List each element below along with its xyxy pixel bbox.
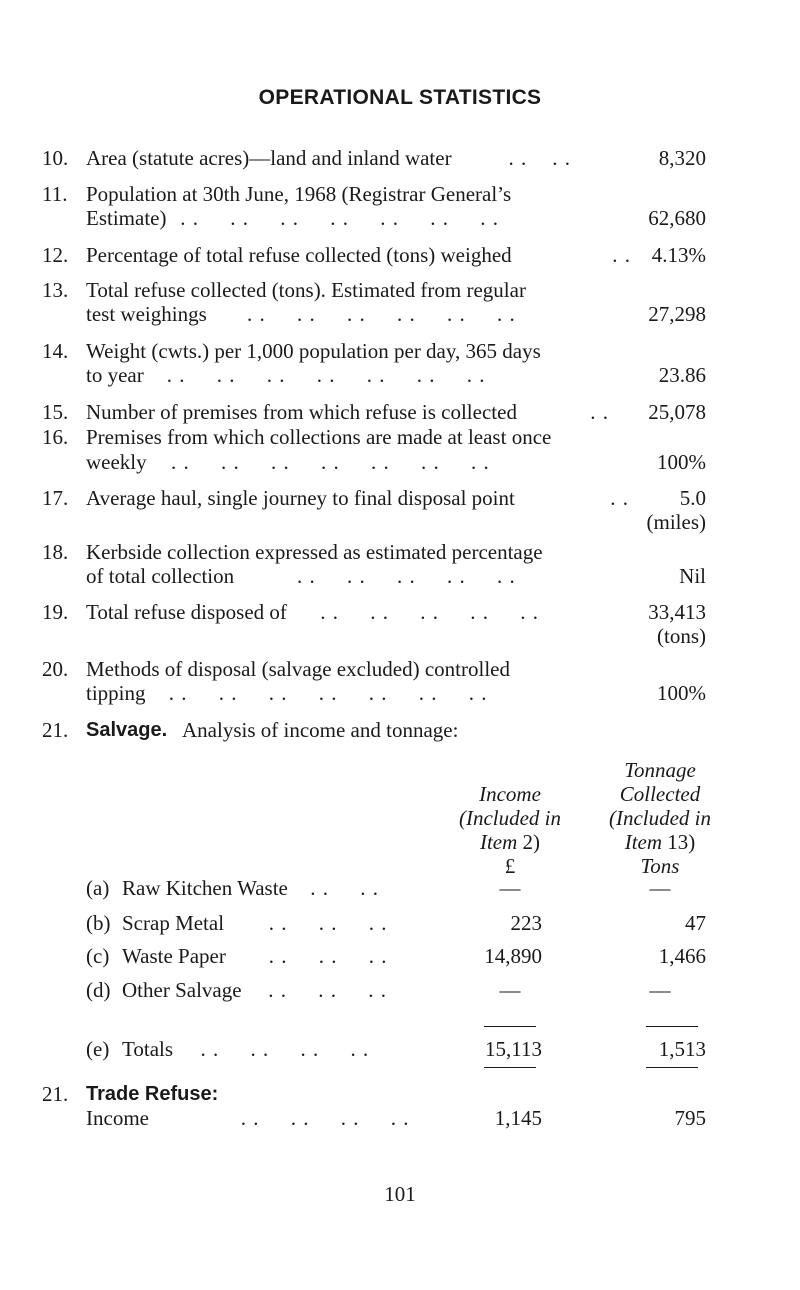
trade-heading: Trade Refuse:: [86, 1083, 219, 1105]
page-title: OPERATIONAL STATISTICS: [258, 86, 542, 109]
item-text: tipping: [86, 681, 146, 705]
item-text: Kerbside collection expressed as estimated percentage: [86, 540, 543, 564]
item-value: 5.0: [679, 486, 706, 510]
item-leader: . . . . . . . . . . . .: [222, 302, 516, 326]
item-number: 16.: [42, 425, 69, 449]
item-number: 13.: [42, 278, 69, 302]
item-number: 18.: [42, 540, 69, 564]
item-text: Population at 30th June, 1968 (Registrar General’s: [86, 182, 512, 206]
item-value: 62,680: [648, 206, 706, 230]
item-number: 10.: [42, 146, 69, 170]
col-income-header: Income (Included in Item 2) £: [458, 782, 562, 878]
item-unit: (miles): [646, 510, 706, 534]
item-leader: . . . . . . . . . . . . . .: [150, 681, 488, 705]
item-leader: . .: [584, 400, 609, 424]
item-leader: . . . . . . . . . . . . . .: [146, 450, 490, 474]
item-number: 12.: [42, 243, 69, 267]
item-leader: . . . . . . . . . . . . . .: [174, 206, 499, 230]
item-leader: . .: [606, 243, 631, 267]
divider: [646, 1026, 698, 1027]
item-value: 100%: [657, 450, 706, 474]
item-leader: . . . . . . . . . .: [272, 564, 516, 588]
item-text: weekly: [86, 450, 147, 474]
item-text: to year: [86, 363, 144, 387]
item-value: 100%: [657, 681, 706, 705]
item-value: 33,413: [648, 600, 706, 624]
page-number: 101: [384, 1182, 416, 1206]
item-text: Premises from which collections are made at least once: [86, 425, 552, 449]
item-text: Area (statute acres)—land and inland water: [86, 146, 452, 170]
item-leader: . . . . . . . . . . . . . .: [148, 363, 486, 387]
item-leader: . . . .: [496, 146, 571, 170]
item-text: Weight (cwts.) per 1,000 population per day, 365 days: [86, 339, 541, 363]
item-number: 20.: [42, 657, 69, 681]
divider: [484, 1026, 536, 1027]
item-number: 17.: [42, 486, 69, 510]
item-text: Methods of disposal (salvage excluded) controlled: [86, 657, 510, 681]
item-number: 14.: [42, 339, 69, 363]
item-value: 8,320: [658, 146, 706, 170]
divider: [484, 1067, 536, 1068]
item-number: 21.: [42, 1082, 69, 1106]
item-text: Number of premises from which refuse is collected: [86, 400, 517, 424]
item-text: Percentage of total refuse collected (tons) weighed: [86, 243, 512, 267]
item-number: 21.: [42, 718, 69, 742]
item-text: of total collection: [86, 564, 235, 588]
item-number: 11.: [42, 182, 68, 206]
item-value: 23.86: [658, 363, 706, 387]
divider: [646, 1067, 698, 1068]
item-unit: (tons): [657, 624, 706, 648]
item-text: Total refuse disposed of: [86, 600, 287, 624]
item-text: Estimate): [86, 206, 167, 230]
item-number: 19.: [42, 600, 69, 624]
item-number: 15.: [42, 400, 69, 424]
item-text: Average haul, single journey to final disposal point: [86, 486, 515, 510]
item-text: test weighings: [86, 302, 207, 326]
item-value: 25,078: [648, 400, 706, 424]
item-text: Total refuse collected (tons). Estimated from regular: [86, 278, 526, 302]
item-value: 27,298: [648, 302, 706, 326]
item-value: Nil: [679, 564, 706, 588]
salvage-heading: Salvage.: [86, 719, 168, 741]
item-leader: . .: [604, 486, 629, 510]
salvage-heading-rest: Analysis of income and tonnage:: [182, 718, 459, 742]
item-value: 4.13%: [651, 243, 706, 267]
item-leader: . . . . . . . . . .: [314, 600, 539, 624]
col-tonnage-header: Tonnage Collected (Included in Item 13) Tons: [608, 758, 712, 878]
